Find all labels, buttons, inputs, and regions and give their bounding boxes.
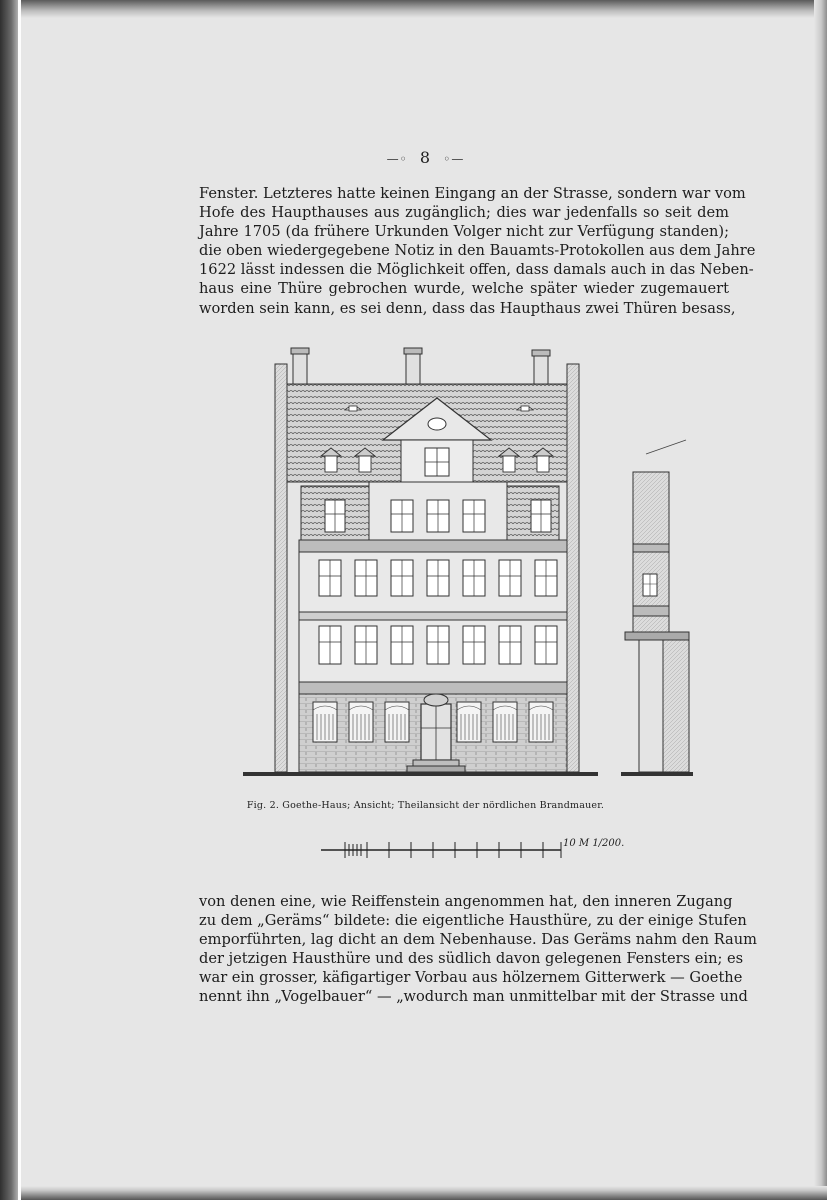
goethe-house-illustration	[241, 344, 701, 789]
text-line: von denen eine, wie Reiffenstein angenommen hat, den inneren Zugang	[199, 893, 733, 910]
figure-caption: Fig. 2. Goethe-Haus; Ansicht; Theilansicht der nördlichen Brandmauer.	[246, 800, 605, 811]
text-line: der jetzigen Hausthüre und des südlich davon gelegenen Fensters ein; es	[199, 950, 744, 968]
text-line: haus eine Thüre gebrochen wurde, welche später wieder zugemauert	[199, 280, 729, 298]
page-number-value: 8	[419, 148, 432, 167]
scale-label: 10 M 1/200.	[563, 838, 625, 849]
text-line: Hofe des Haupthauses aus zugänglich; dies war jedenfalls so seit dem	[199, 204, 729, 222]
ornament-left: —◦	[386, 152, 408, 166]
text-line: emporführten, lag dicht an dem Nebenhause. Das Geräms nahm den Raum	[199, 931, 757, 949]
text-line: war ein grosser, käfigartiger Vorbau aus hölzernem Gitterwerk — Goethe	[199, 969, 743, 987]
text-line: Jahre 1705 (da frühere Urkunden Volger nicht zur Verfügung standen);	[199, 223, 729, 241]
page-bottom-edge	[21, 1186, 827, 1200]
page-top-edge	[21, 0, 827, 18]
text-line: nennt ihn „Vogelbauer“ — „wodurch man unmittelbar mit der Strasse und	[199, 988, 748, 1006]
ornament-right: ◦—	[443, 152, 465, 166]
text-line: die oben wiedergegebene Notiz in den Bauamts-Protokollen aus dem Jahre	[199, 242, 756, 260]
bottom-paragraph	[199, 892, 757, 1007]
text-line: worden sein kann, es sei denn, dass das Haupthaus zwei Thüren besass,	[199, 299, 736, 317]
top-paragraph	[199, 184, 756, 318]
text-line: zu dem „Geräms“ bildete: die eigentliche Hausthüre, zu der einige Stufen	[199, 912, 747, 930]
page-number	[21, 148, 827, 167]
scanned-page	[18, 0, 827, 1200]
text-line: 1622 lässt indessen die Möglichkeit offen, dass damals auch in das Neben-	[199, 261, 754, 279]
page-right-edge	[814, 0, 827, 1200]
text-line: Fenster. Letzteres hatte keinen Eingang an der Strasse, sondern war vom	[199, 185, 746, 202]
